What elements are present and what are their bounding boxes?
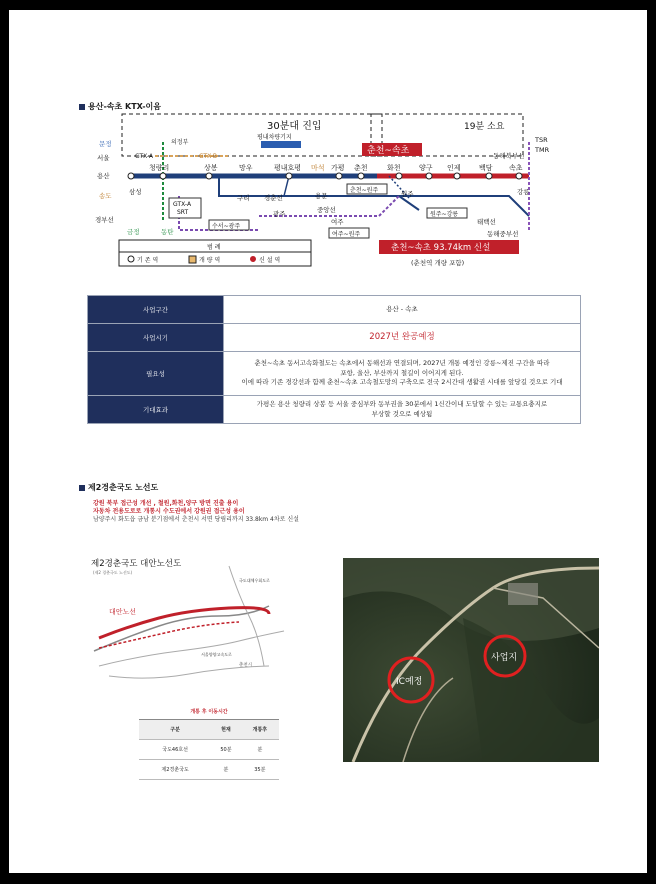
svg-text:여주: 여주 [331, 218, 344, 226]
top-station-labels [149, 163, 523, 172]
road-notes: 강원 북부 접근성 개선 , 철원,화천,양구 방면 진출 용이 자동차 전용도로로 개통시 수도권에서 강원권 접근성 용이 남양주시 화도읍 금남 분기점에서 춘천시 서면 당림리까지 33.8km 4차로 신설 [93, 500, 299, 523]
svg-text:동탄: 동탄 [161, 228, 174, 236]
svg-text:망우: 망우 [239, 164, 253, 172]
satellite-image [343, 558, 599, 762]
svg-text:금정: 금정 [127, 228, 140, 236]
travel-time-table: 개통 후 이동시간 구분 현재 개통후 국도46호선 50분 분 제2경춘국도 분 35분 [139, 708, 279, 780]
svg-text:구리: 구리 [237, 194, 250, 202]
document-page [9, 10, 647, 873]
svg-text:TSR: TSR [535, 136, 548, 144]
banner-19min: 19분 소요 [464, 122, 505, 132]
svg-text:가평: 가평 [331, 164, 345, 172]
table-row: 사업시기 2027년 완공예정 [88, 324, 581, 352]
table-row: 제2경춘국도 분 35분 [139, 760, 279, 780]
svg-text:원주: 원주 [401, 190, 414, 198]
new-line-sub: (춘천역 개량 포함) [411, 259, 465, 267]
svg-text:경춘선: 경춘선 [264, 194, 283, 202]
svg-text:GTX-A: GTX-A [173, 201, 192, 208]
svg-text:춘천시: 춘천시 [239, 663, 253, 668]
alternative-route-map [89, 556, 289, 696]
table-row: 기대효과 가평은 용산 청량리 상봉 등 서울 중심부와 동부권을 30분에서 1신간이내 도달할 수 있는 교통요충지로 부상할 것으로 예상됨 [88, 396, 581, 424]
svg-text:의정부: 의정부 [171, 139, 189, 146]
svg-text:중앙선: 중앙선 [317, 206, 336, 214]
alt-route-label: 대안노선 [109, 608, 137, 616]
svg-text:백담: 백담 [479, 164, 493, 172]
svg-text:서울: 서울 [97, 154, 110, 162]
svg-text:화천: 화천 [387, 164, 401, 172]
svg-text:인제: 인제 [447, 164, 461, 172]
svg-text:신 설 역: 신 설 역 [259, 257, 281, 264]
svg-text:용문: 용문 [315, 192, 328, 200]
svg-text:국도대체우회도로: 국도대체우회도로 [239, 578, 270, 583]
section1-title: 용산-속초 KTX-이음 [79, 101, 161, 112]
svg-text:태백선: 태백선 [477, 218, 496, 226]
table-row: 국도46호선 50분 분 [139, 740, 279, 760]
svg-text:속초: 속초 [509, 164, 523, 172]
project-info-table [87, 295, 581, 424]
svg-text:원주~강릉: 원주~강릉 [430, 211, 459, 218]
svg-text:동해중부선: 동해중부선 [487, 230, 519, 238]
banner-30min: 30분대 진입 [267, 121, 322, 132]
bullet-square-icon [79, 485, 85, 491]
section2-title: 제2경춘국도 노선도 [79, 482, 158, 493]
svg-text:(제2 경춘국도 노선도): (제2 경춘국도 노선도) [93, 570, 133, 575]
railway-route-map [89, 112, 559, 278]
new-line-label: 춘천~속초 93.74km 신설 [391, 243, 491, 253]
svg-text:문정: 문정 [99, 140, 112, 148]
svg-text:수서~광주: 수서~광주 [212, 223, 241, 230]
svg-text:평내호평: 평내호평 [274, 164, 302, 172]
svg-text:춘천: 춘천 [354, 164, 368, 172]
svg-text:춘천~원주: 춘천~원주 [350, 187, 379, 194]
ic-planned-label: IC예정 [396, 677, 423, 687]
svg-text:용산: 용산 [97, 172, 110, 180]
svg-text:삼성: 삼성 [129, 188, 142, 196]
chuncheon-sokcho-label: 춘천~속초 [367, 146, 410, 156]
project-site-label: 사업지 [491, 653, 518, 663]
svg-text:GTX-B: GTX-B [199, 153, 217, 160]
bullet-square-icon [79, 104, 85, 110]
svg-text:양구: 양구 [419, 164, 433, 172]
table-row: 사업구간 용산 - 속초 [88, 296, 581, 324]
svg-text:SRT: SRT [177, 209, 189, 216]
svg-text:개 량 역: 개 량 역 [199, 257, 221, 264]
svg-text:청량리: 청량리 [149, 164, 170, 172]
svg-text:기 존 역: 기 존 역 [137, 257, 159, 264]
svg-text:광주: 광주 [273, 210, 286, 218]
svg-text:마석: 마석 [311, 164, 325, 172]
svg-text:GTX-A: GTX-A [135, 153, 154, 160]
svg-text:경부선: 경부선 [95, 216, 114, 224]
svg-text:강릉: 강릉 [517, 188, 530, 196]
svg-text:동해북부선: 동해북부선 [493, 152, 525, 160]
svg-text:TMR: TMR [535, 146, 550, 154]
table-row: 필요성 춘천~속초 동서고속화철도는 속초에서 동해선과 연결되며, 2027년 개통 예정인 강릉~제진 구간을 따라 포항, 울산, 부산까지 철길이 이어지게 된다. 이에 따라 기존 경강선과 함께 춘천~속초 고속철도망의 구축으로 전국 2시간대 생활권 시대를 앞당길 것으로 기대 [88, 352, 581, 396]
svg-text:상봉: 상봉 [204, 164, 218, 172]
svg-text:여주~원주: 여주~원주 [332, 231, 361, 238]
svg-text:제2경춘국도 대안노선도: 제2경춘국도 대안노선도 [91, 559, 182, 569]
svg-text:서울양양고속도로: 서울양양고속도로 [201, 652, 232, 657]
depot-label: 평내차량기지 [257, 134, 292, 141]
svg-text:송도: 송도 [99, 192, 112, 200]
table-row: 구분 현재 개통후 [139, 720, 279, 740]
legend-title: 범 례 [207, 244, 221, 251]
